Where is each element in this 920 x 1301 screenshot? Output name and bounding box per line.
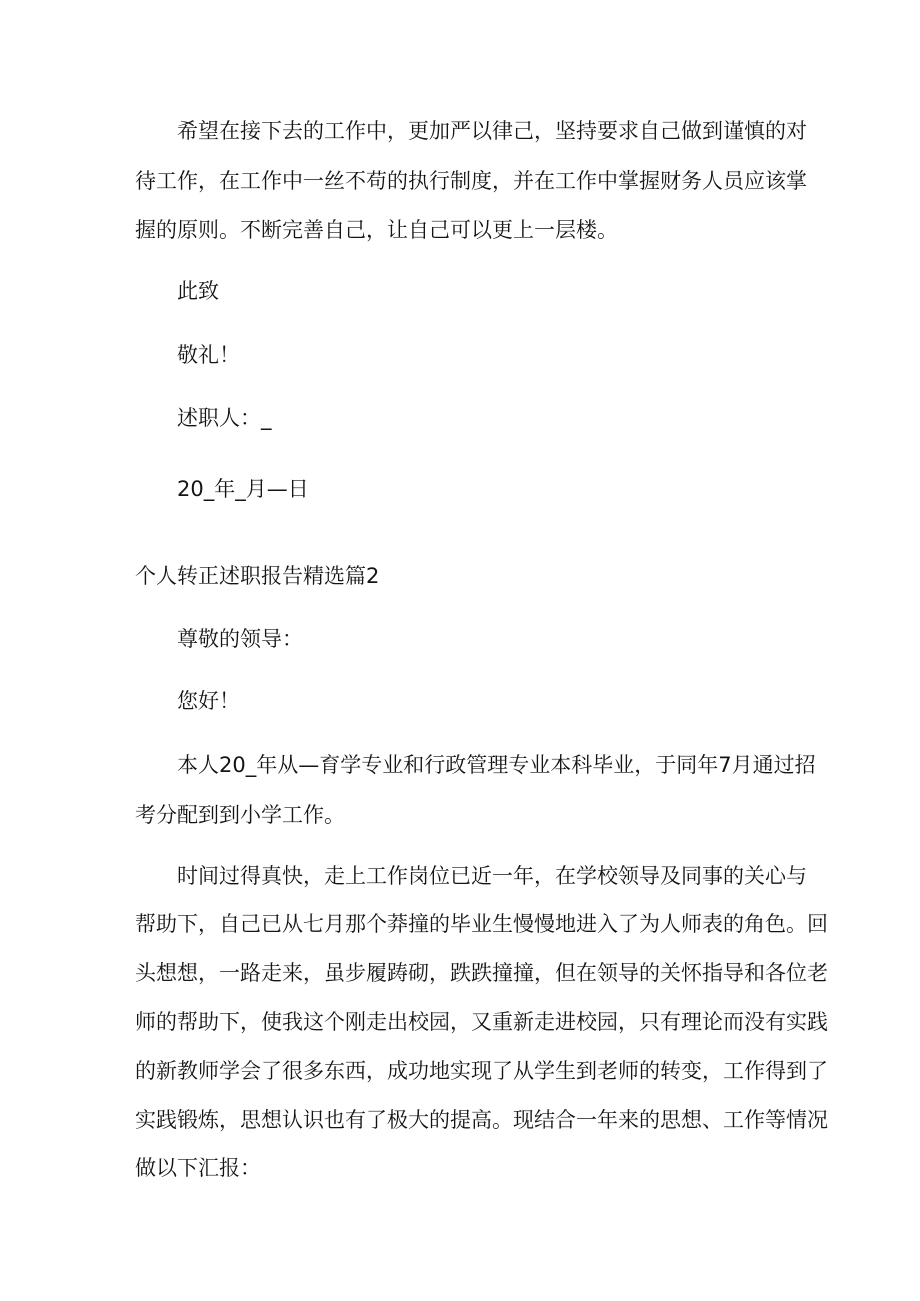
paragraph-line: 头想想，一路走来，虽步履踌砌，跌跌撞撞，但在领导的关怀指导和各位老 (135, 961, 828, 985)
paragraph-line: 帮助下，自己已从七月那个莽撞的毕业生慢慢地进入了为人师表的角色。回 (135, 912, 828, 936)
paragraph-line: 考分配到到小学工作。 (135, 803, 345, 827)
paragraph-line: 握的原则。不断完善自己，让自己可以更上一层楼。 (135, 218, 618, 242)
signer-line: 述职人：_ (177, 406, 272, 430)
hello-text: 您好！ (177, 689, 240, 713)
paragraph-line: 的新教师学会了很多东西，成功地实现了从学生到老师的转变，工作得到了 (135, 1059, 828, 1083)
salute-text: 敬礼！ (177, 343, 240, 367)
greeting-text: 尊敬的领导： (177, 627, 303, 651)
paragraph-line: 希望在接下去的工作中，更加严以律己，坚持要求自己做到谨慎的对 (177, 119, 807, 143)
paragraph-line: 实践锻炼，思想认识也有了极大的提高。现结合一年来的思想、工作等情况 (135, 1108, 828, 1132)
section-heading: 个人转正述职报告精选篇2 (135, 564, 380, 588)
paragraph-line: 做以下汇报： (135, 1156, 261, 1180)
date-line: 20_年_月—日 (177, 477, 309, 501)
paragraph-line: 本人20_年从—育学专业和行政管理专业本科毕业，于同年7月通过招 (177, 753, 816, 777)
paragraph-line: 时间过得真快，走上工作岗位已近一年，在学校领导及同事的关心与 (177, 864, 807, 888)
paragraph-line: 待工作，在工作中一丝不苟的执行制度，并在工作中掌握财务人员应该掌 (135, 169, 807, 193)
closing-text: 此致 (177, 279, 219, 303)
paragraph-line: 师的帮助下，使我这个刚走出校园，又重新走进校园，只有理论而没有实践 (135, 1010, 828, 1034)
